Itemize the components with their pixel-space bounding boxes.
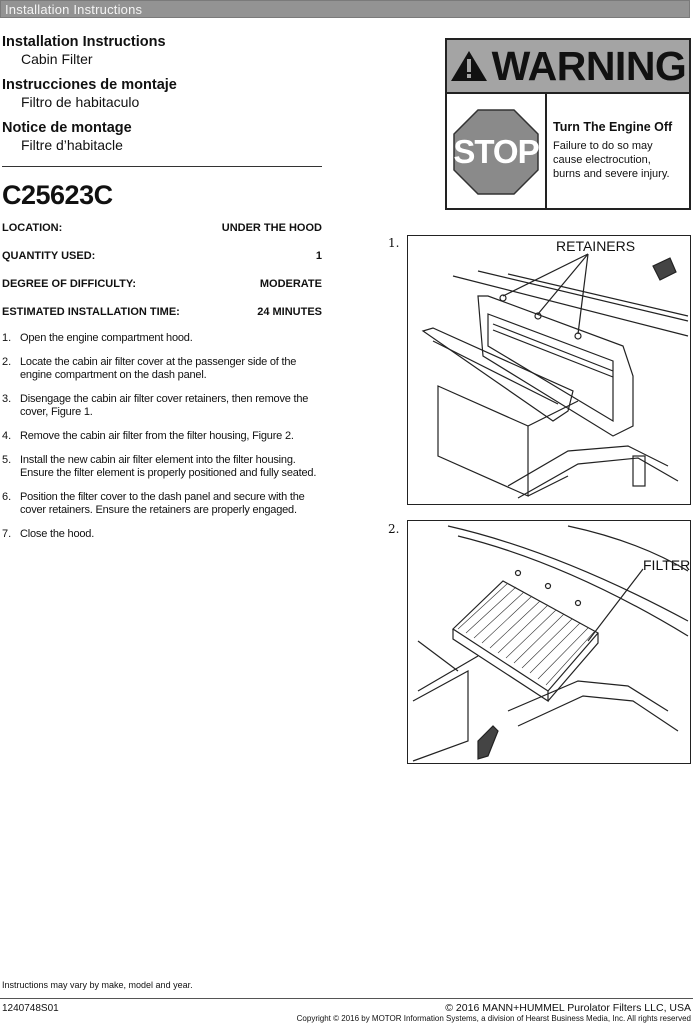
- subtitle-french: Filtre d’habitacle: [21, 137, 123, 153]
- warning-line: cause electrocution,: [553, 154, 651, 166]
- spec-table: [2, 222, 322, 334]
- step-number: 1.: [2, 332, 12, 344]
- subtitle-spanish: Filtro de habitaculo: [21, 94, 140, 110]
- header-title: Installation Instructions: [5, 2, 143, 17]
- step-item: [2, 356, 322, 382]
- spec-label: ESTIMATED INSTALLATION TIME:: [2, 306, 180, 318]
- spec-label: QUANTITY USED:: [2, 250, 96, 262]
- figure-2-illustration: [408, 521, 691, 764]
- spec-row: [2, 250, 322, 278]
- part-number: C25623C: [2, 180, 113, 210]
- step-text: Remove the cabin air filter from the filter housing, Figure 2.: [20, 430, 294, 442]
- step-text: Position the filter cover to the dash panel and secure with the cover retainers. Ensure the retainers are properly engaged.: [20, 491, 305, 516]
- warning-line: Failure to do so may: [553, 140, 653, 152]
- figure-2-number: 2.: [388, 522, 400, 536]
- warning-box: [445, 38, 691, 210]
- warning-header: [447, 40, 689, 94]
- step-item: [2, 454, 322, 480]
- title-block: [2, 34, 332, 163]
- title-spanish: Instrucciones de montaje: [2, 77, 177, 93]
- figure-1-illustration: [408, 236, 691, 505]
- steps-list: [2, 332, 322, 552]
- copyright-line-2: Copyright © 2016 by MOTOR Information Systems, a division of Hearst Business Media, Inc. All rights reserved: [296, 1014, 691, 1023]
- step-text: Disengage the cabin air filter cover retainers, then remove the cover, Figure 1.: [20, 393, 309, 418]
- warning-triangle-icon: [450, 50, 488, 82]
- step-item: [2, 528, 322, 541]
- step-item: [2, 332, 322, 345]
- stop-text: STOP: [453, 133, 539, 170]
- step-item: [2, 491, 322, 517]
- document-code: 1240748S01: [2, 1003, 59, 1014]
- figure-1-number: 1.: [388, 236, 400, 250]
- figure-2-label: FILTER: [643, 557, 691, 573]
- warning-heading: WARNING: [491, 42, 687, 89]
- subtitle-english: Cabin Filter: [21, 51, 93, 67]
- step-number: 2.: [2, 356, 12, 368]
- footer-divider: [0, 998, 693, 999]
- spec-value: 24 MINUTES: [257, 306, 322, 318]
- divider: [2, 166, 322, 167]
- title-french: Notice de montage: [2, 120, 132, 136]
- spec-value: 1: [315, 250, 322, 262]
- figure-1-label: RETAINERS: [556, 238, 636, 254]
- step-item: [2, 393, 322, 419]
- figure-2: [407, 520, 691, 764]
- step-text: Close the hood.: [20, 528, 95, 540]
- step-number: 7.: [2, 528, 12, 540]
- spec-label: LOCATION:: [2, 222, 63, 234]
- spec-value: UNDER THE HOOD: [221, 222, 322, 234]
- spec-row: [2, 222, 322, 250]
- step-text: Open the engine compartment hood.: [20, 332, 193, 344]
- disclaimer: Instructions may vary by make, model and year.: [2, 980, 193, 990]
- header-bar: [0, 0, 690, 18]
- step-number: 6.: [2, 491, 12, 503]
- spec-row: [2, 278, 322, 306]
- stop-sign-icon: [453, 109, 539, 195]
- spec-label: DEGREE OF DIFFICULTY:: [2, 278, 137, 290]
- step-number: 5.: [2, 454, 12, 466]
- spec-value: MODERATE: [259, 278, 322, 290]
- copyright-line-1: © 2016 MANN+HUMMEL Purolator Filters LLC, USA: [445, 1002, 691, 1014]
- warning-title: Turn The Engine Off: [553, 120, 673, 134]
- step-text: Locate the cabin air filter cover at the passenger side of the engine compartment on the dash panel.: [20, 356, 297, 381]
- title-english: Installation Instructions: [2, 34, 166, 50]
- spec-row: [2, 306, 322, 334]
- step-text: Install the new cabin air filter element into the filter housing. Ensure the filter element is properly positioned and fully seated.: [20, 454, 317, 479]
- step-number: 4.: [2, 430, 12, 442]
- warning-line: burns and severe injury.: [553, 168, 670, 180]
- figure-1: [407, 235, 691, 505]
- step-item: [2, 430, 322, 443]
- step-number: 3.: [2, 393, 12, 405]
